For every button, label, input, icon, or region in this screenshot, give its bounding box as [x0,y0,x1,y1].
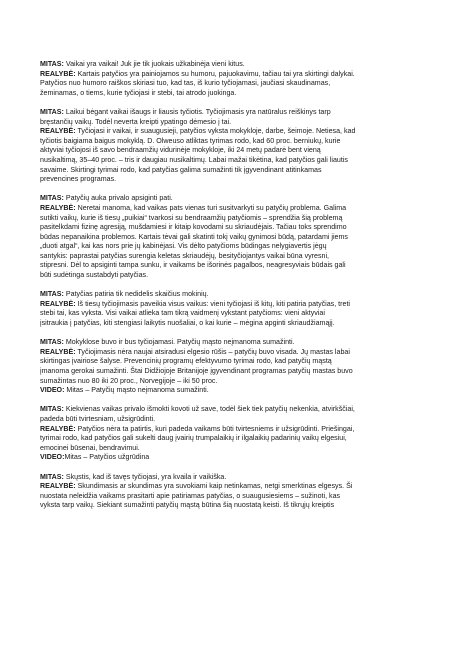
line-label: REALYBĖ: [40,203,76,212]
text-line [40,290,440,300]
line-text: „duoti atgal“, kai kas nors prie jų kabinėjasi. Vis dėlto patyčioms būdingas nelygiavertis jėgų [40,242,327,251]
paragraph [40,290,440,328]
text-line [40,415,440,425]
text-line [40,118,440,128]
line-label: MITAS: [40,107,64,116]
line-text: žeminamas, o tiems, kurie tyčiojasi ir stebi, tai atrodo juokinga. [40,88,237,97]
text-line [40,444,440,454]
text-line [40,367,440,377]
text-line [40,386,440,396]
text-line [40,146,440,156]
line-text: sumažintas nuo 80 iki 20 proc., Norvegijoje – iki 50 proc. [40,376,218,385]
paragraph [40,338,440,396]
text-line [40,89,440,99]
text-line [40,127,440,137]
line-text: skirtingas įvairiose šalyse. Prevencinių programų efektyvumo tyrimai rodo, kad patyčių mąstą [40,357,332,366]
text-line [40,166,440,176]
text-line [40,242,440,252]
line-text: vyksta tarp vaikų. Siekiant sumažinti patyčių mąstą būtina šią nuostatą keisti. Iš tikrųjų kreiptis [40,501,335,510]
line-text: Patyčios nuo humoro raiškos skiriasi tuo, kad tas, iš kurio tyčiojamasi, jaučiasi skaudinamas, [40,79,331,88]
line-text: Tyčiojasi ir vaikai, ir suaugusieji, patyčios vyksta mokykloje, darbe, šeimoje. Netiesa, kad [75,127,356,136]
line-text: aktyviai tyčiojosi iš savo bendraamžių vidurinėje mokykloje, iki 24 metų padarė bent vieną [40,146,321,155]
text-line [40,300,440,310]
line-text: Vaikai yra vaikai! Juk jie tik juokais užkabinėja vieni kitus. [63,60,245,68]
line-text: savaime. Skirtingi tyrimai rodo, kad patyčias galima sumažinti tik įgyvendinant atitinkamas [40,165,322,174]
paragraph [40,405,440,463]
text-line [40,261,440,271]
line-text: emocinei būsenai, bendravimui. [40,443,140,452]
line-text: stipresni. Dėl to apsiginti tampa sunku, ir vaikams be išorinės pagalbos, neagresyviais būdais gali [40,261,346,270]
text-line [40,271,440,281]
line-label: REALYBĖ: [40,424,76,433]
line-text: įsitraukia į patyčias, kiti stengiasi laikytis nuošaliai, o kai kurie – mėgina apginti skriaudžiamąjį. [40,319,335,328]
line-label: MITAS: [40,194,64,203]
line-text: Kartais patyčios yra painiojamos su humoru, pajuokavimu, tačiau tai yra skirtingi dalykai. [75,69,355,78]
document-body [40,60,440,521]
line-text: tyrimai rodo, kad patyčios gali sukelti daug įvairių trumpalaikių ir ilgalaikių padarinių vaikų elgesiui, [40,434,347,443]
line-text: būti sudėtinga sustabdyti patyčias. [40,271,149,280]
text-line [40,453,440,463]
text-line [40,70,440,80]
text-line [40,425,440,435]
paragraph [40,194,440,280]
text-line [40,156,440,166]
line-label: REALYBĖ: [40,347,76,356]
text-line [40,108,440,118]
text-line [40,223,440,233]
text-line [40,492,440,502]
line-text: Laikui bėgant vaikai išaugs ir liausis tyčiotis. Tyčiojimasis yra natūralus reiškinys tarp [63,107,331,116]
text-line [40,79,440,89]
line-text: Kiekvienas vaikas privalo išmokti kovoti už save, todėl šiek tiek patyčių nekenkia, atvirkščiai, [63,405,355,414]
text-line [40,348,440,358]
line-label: MITAS: [40,60,64,68]
line-text: Skųstis, kad iš tavęs tyčiojasi, yra kvaila ir vaikiška. [63,472,227,481]
text-line [40,175,440,185]
text-line [40,214,440,224]
text-line [40,405,440,415]
text-line [40,338,440,348]
line-text: Mitas – Patyčios užgrūdina [64,453,150,462]
line-label: MITAS: [40,338,64,347]
text-line [40,473,440,483]
line-text: padeda būti tvirtesniam, užsigrūdinti. [40,414,156,423]
line-text: nuostata neleidžia vaikams prasitarti apie patiriamas patyčias, o suaugusiesiems – sužinoti, kas [40,491,341,500]
paragraph [40,473,440,511]
line-label: REALYBĖ: [40,127,76,136]
line-text: tyčiotis baigiama baigus mokyklą. D. Olweuso atliktas tyrimas rodo, kad 60 proc. berniukų, kurie [40,136,341,145]
line-text: Patyčios nėra ta patirtis, kuri padeda vaikams būti tvirtesniems ir užsigrūdinti. Priešingai, [75,424,355,433]
line-text: prevencines programas. [40,175,117,184]
line-label: REALYBĖ: [40,69,76,78]
line-label: MITAS: [40,405,64,414]
text-line [40,233,440,243]
line-label: MITAS: [40,472,64,481]
line-text: įmanoma gerokai sumažinti. Štai Didžiojoje Britanijoje įgyvendinant programas patyčių mastas buvo [40,367,353,375]
paragraph [40,108,440,185]
text-line [40,434,440,444]
line-text: stebi tai, kas vyksta. Visi vaikai atlieka tam tikrą vaidmenį vykstant patyčioms: vieni aktyviai [40,309,325,318]
text-line [40,357,440,367]
text-line [40,60,440,70]
text-line [40,204,440,214]
line-text: Iš tiesų tyčiojimasis paveikia visus vaikus: vieni tyčiojasi iš kitų, kiti patiria patyčias, treti [75,299,350,308]
text-line [40,137,440,147]
line-text: Mitas – Patyčių mąsto neįmanoma sumažinti. [64,386,209,395]
text-line [40,319,440,329]
line-text: Neretai manoma, kad vaikas pats vienas turi susitvarkyti su patyčių problema. Galima [75,203,347,212]
text-line [40,482,440,492]
text-line [40,501,440,511]
line-text: Skundimasis ar skundimas yra suvokiami kaip netinkamas, netgi smerktinas elgesys. Ši [75,482,353,491]
line-text: būdas nepanaikina problemos. Kartais tėvai gali skatinti tokį vaikų gynimosi būdą, patardami jiems [40,232,348,241]
line-label: VIDEO: [40,386,65,395]
line-label: MITAS: [40,290,64,299]
line-text: bręstančių vaikų. Todėl neverta kreipti ypatingo dėmesio į tai. [40,117,232,126]
line-label: REALYBĖ: [40,482,76,491]
paragraph [40,60,440,98]
line-text: sutikti vaikų, kurie iš tiesų „puikiai“ tvarkosi su bendraamžių patyčiomis – sprendžia šią problemą [40,213,343,222]
line-text: nusikaltimą, 35–40 proc. – tris ir daugiau nusikaltimų. Labai mažai tikėtina, kad patyčios gali liautis [40,155,348,164]
line-text: Patyčias patiria tik nedidelis skaičius mokinių. [63,290,209,299]
line-text: santykis: paprastai patyčias surengia keletas skriaudėjų, besityčiojantys vaikai būna vyresni, [40,251,330,260]
line-text: pasitelkdami fizinę agresiją, mušdamiesi ir kitaip kovodami su skriaudėjais. Tačiau toks sprendimo [40,223,347,232]
text-line [40,377,440,387]
line-text: Patyčių auka privalo apsiginti pati. [63,194,173,203]
line-label: REALYBĖ: [40,299,76,308]
line-text: Mokyklose buvo ir bus tyčiojamasi. Patyčių mąsto neįmanoma sumažinti. [63,338,295,347]
text-line [40,194,440,204]
text-line [40,309,440,319]
text-line [40,252,440,262]
line-label: VIDEO: [40,453,65,462]
line-text: Tyčiojimasis nėra naujai atsiradusi elgesio rūšis – patyčių buvo visada. Jų mastas labai [75,347,350,356]
